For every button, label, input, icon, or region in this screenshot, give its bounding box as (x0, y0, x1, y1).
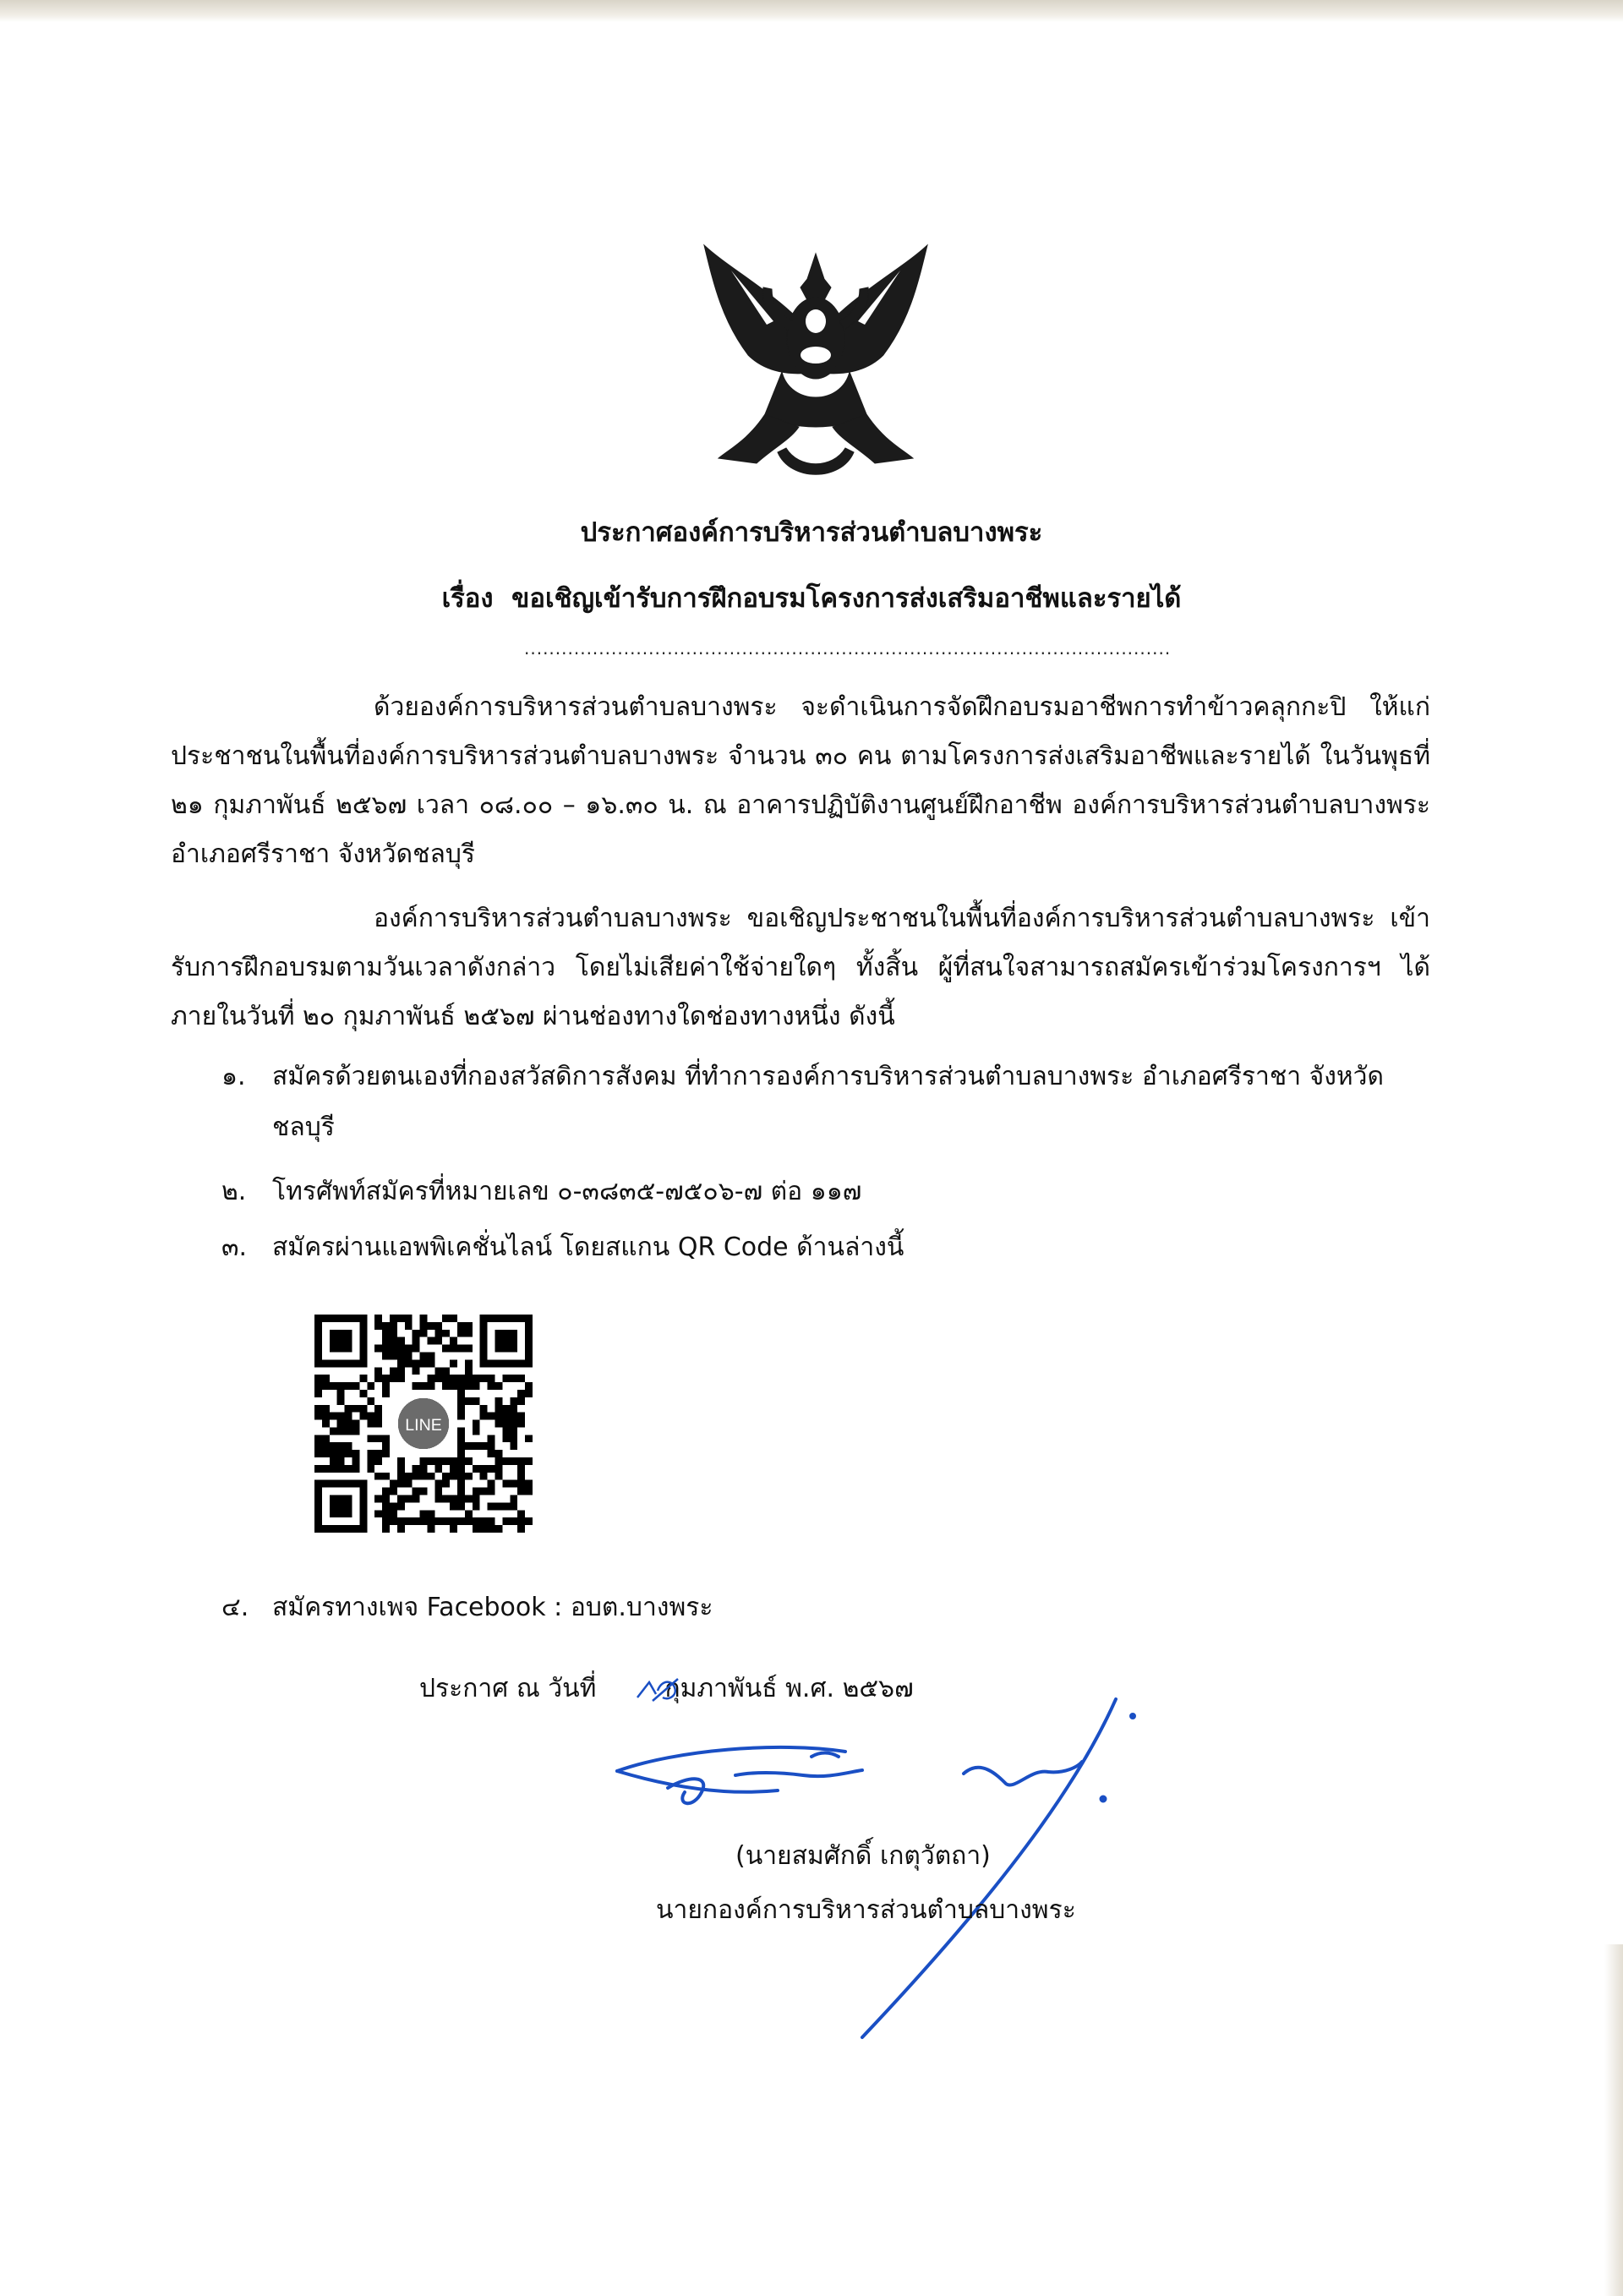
scan-edge (0, 0, 1623, 22)
announce-suffix: กุมภาพันธ์ พ.ศ. ๒๕๖๗ (664, 1674, 914, 1703)
paragraph-2: องค์การบริหารส่วนตำบลบางพระ ขอเชิญประชาชนในพื้นที่องค์การบริหารส่วนตำบลบางพระ เข้ารับการฝึกอบรมตามวันเวลาดังกล่าว โดยไม่เสียค่าใช้จ่ายใดๆ ทั้งสิ้น ผู้ที่สนใจสามารถสมัครเข้าร่วมโครงการฯ ได้ภายในวันที่ ๒๐ กุมภาพันธ์ ๒๕๖๗ ผ่านช่องทางใดช่องทางหนึ่ง ดังนี้ (171, 904, 1430, 1031)
announce-prefix: ประกาศ ณ วันที่ (419, 1674, 597, 1703)
scan-edge-right (1604, 1944, 1623, 2296)
list-item (221, 1583, 1430, 1633)
signer-name: (นายสมศักดิ์ เกตุวัตถา) (735, 1841, 991, 1871)
document-heading: ประกาศองค์การบริหารส่วนตำบลบางพระ (580, 517, 1043, 548)
line-qr-code[interactable] (314, 1315, 533, 1533)
list-item-text: โทรศัพท์สมัครที่หมายเลข ๐-๓๘๓๕-๗๕๐๖-๗ ต่อ ๑๑๗ (272, 1177, 862, 1206)
line-logo-icon (392, 1392, 456, 1456)
list-item-number: ๓. (221, 1233, 248, 1262)
list-item-text: สมัครด้วยตนเองที่กองสวัสดิการสังคม ที่ทำการองค์การบริหารส่วนตำบลบางพระ อำเภอศรีราชา จังหวัดชลบุรี (272, 1062, 1384, 1142)
document-subject (0, 577, 1623, 619)
signer-title: นายกองค์การบริหารส่วนตำบลบางพระ (656, 1895, 1076, 1925)
list-item-text: สมัครทางเพจ Facebook : อบต.บางพระ (272, 1593, 713, 1622)
list-item-number: ๒. (221, 1177, 247, 1206)
separator-line: ........................................................................................................ (524, 638, 1172, 659)
list-item (221, 1052, 1430, 1153)
paragraph-1: ด้วยองค์การบริหารส่วนตำบลบางพระ จะดำเนินการจัดฝึกอบรมอาชีพการทำข้าวคลุกกะปิ ให้แก่ประชาชนในพื้นที่องค์การบริหารส่วนตำบลบางพระ จำนวน ๓๐ คน ตามโครงการส่งเสริมอาชีพและรายได้ ในวันพุธที่ ๒๑ กุมภาพันธ์ ๒๕๖๗ เวลา ๐๘.๐๐ – ๑๖.๓๐ น. ณ อาคารปฏิบัติงานศูนย์ฝึกอาชีพ องค์การบริหารส่วนตำบลบางพระ อำเภอศรีราชา จังหวัดชลบุรี (171, 692, 1430, 869)
qr-badge-label: LINE (405, 1416, 442, 1435)
subject-label: เรื่อง (441, 583, 494, 614)
list-item-number: ๑. (221, 1062, 246, 1091)
list-item-number: ๔. (221, 1593, 249, 1622)
list-item-text: สมัครผ่านแอพพิเคชั่นไลน์ โดยสแกน QR Code ด้านล่างนี้ (272, 1233, 904, 1262)
subject-text: ขอเชิญเข้ารับการฝึกอบรมโครงการส่งเสริมอาชีพและรายได้ (511, 583, 1182, 614)
list-item (221, 1167, 1430, 1217)
list-item (221, 1222, 1430, 1273)
garuda-emblem (697, 237, 934, 490)
